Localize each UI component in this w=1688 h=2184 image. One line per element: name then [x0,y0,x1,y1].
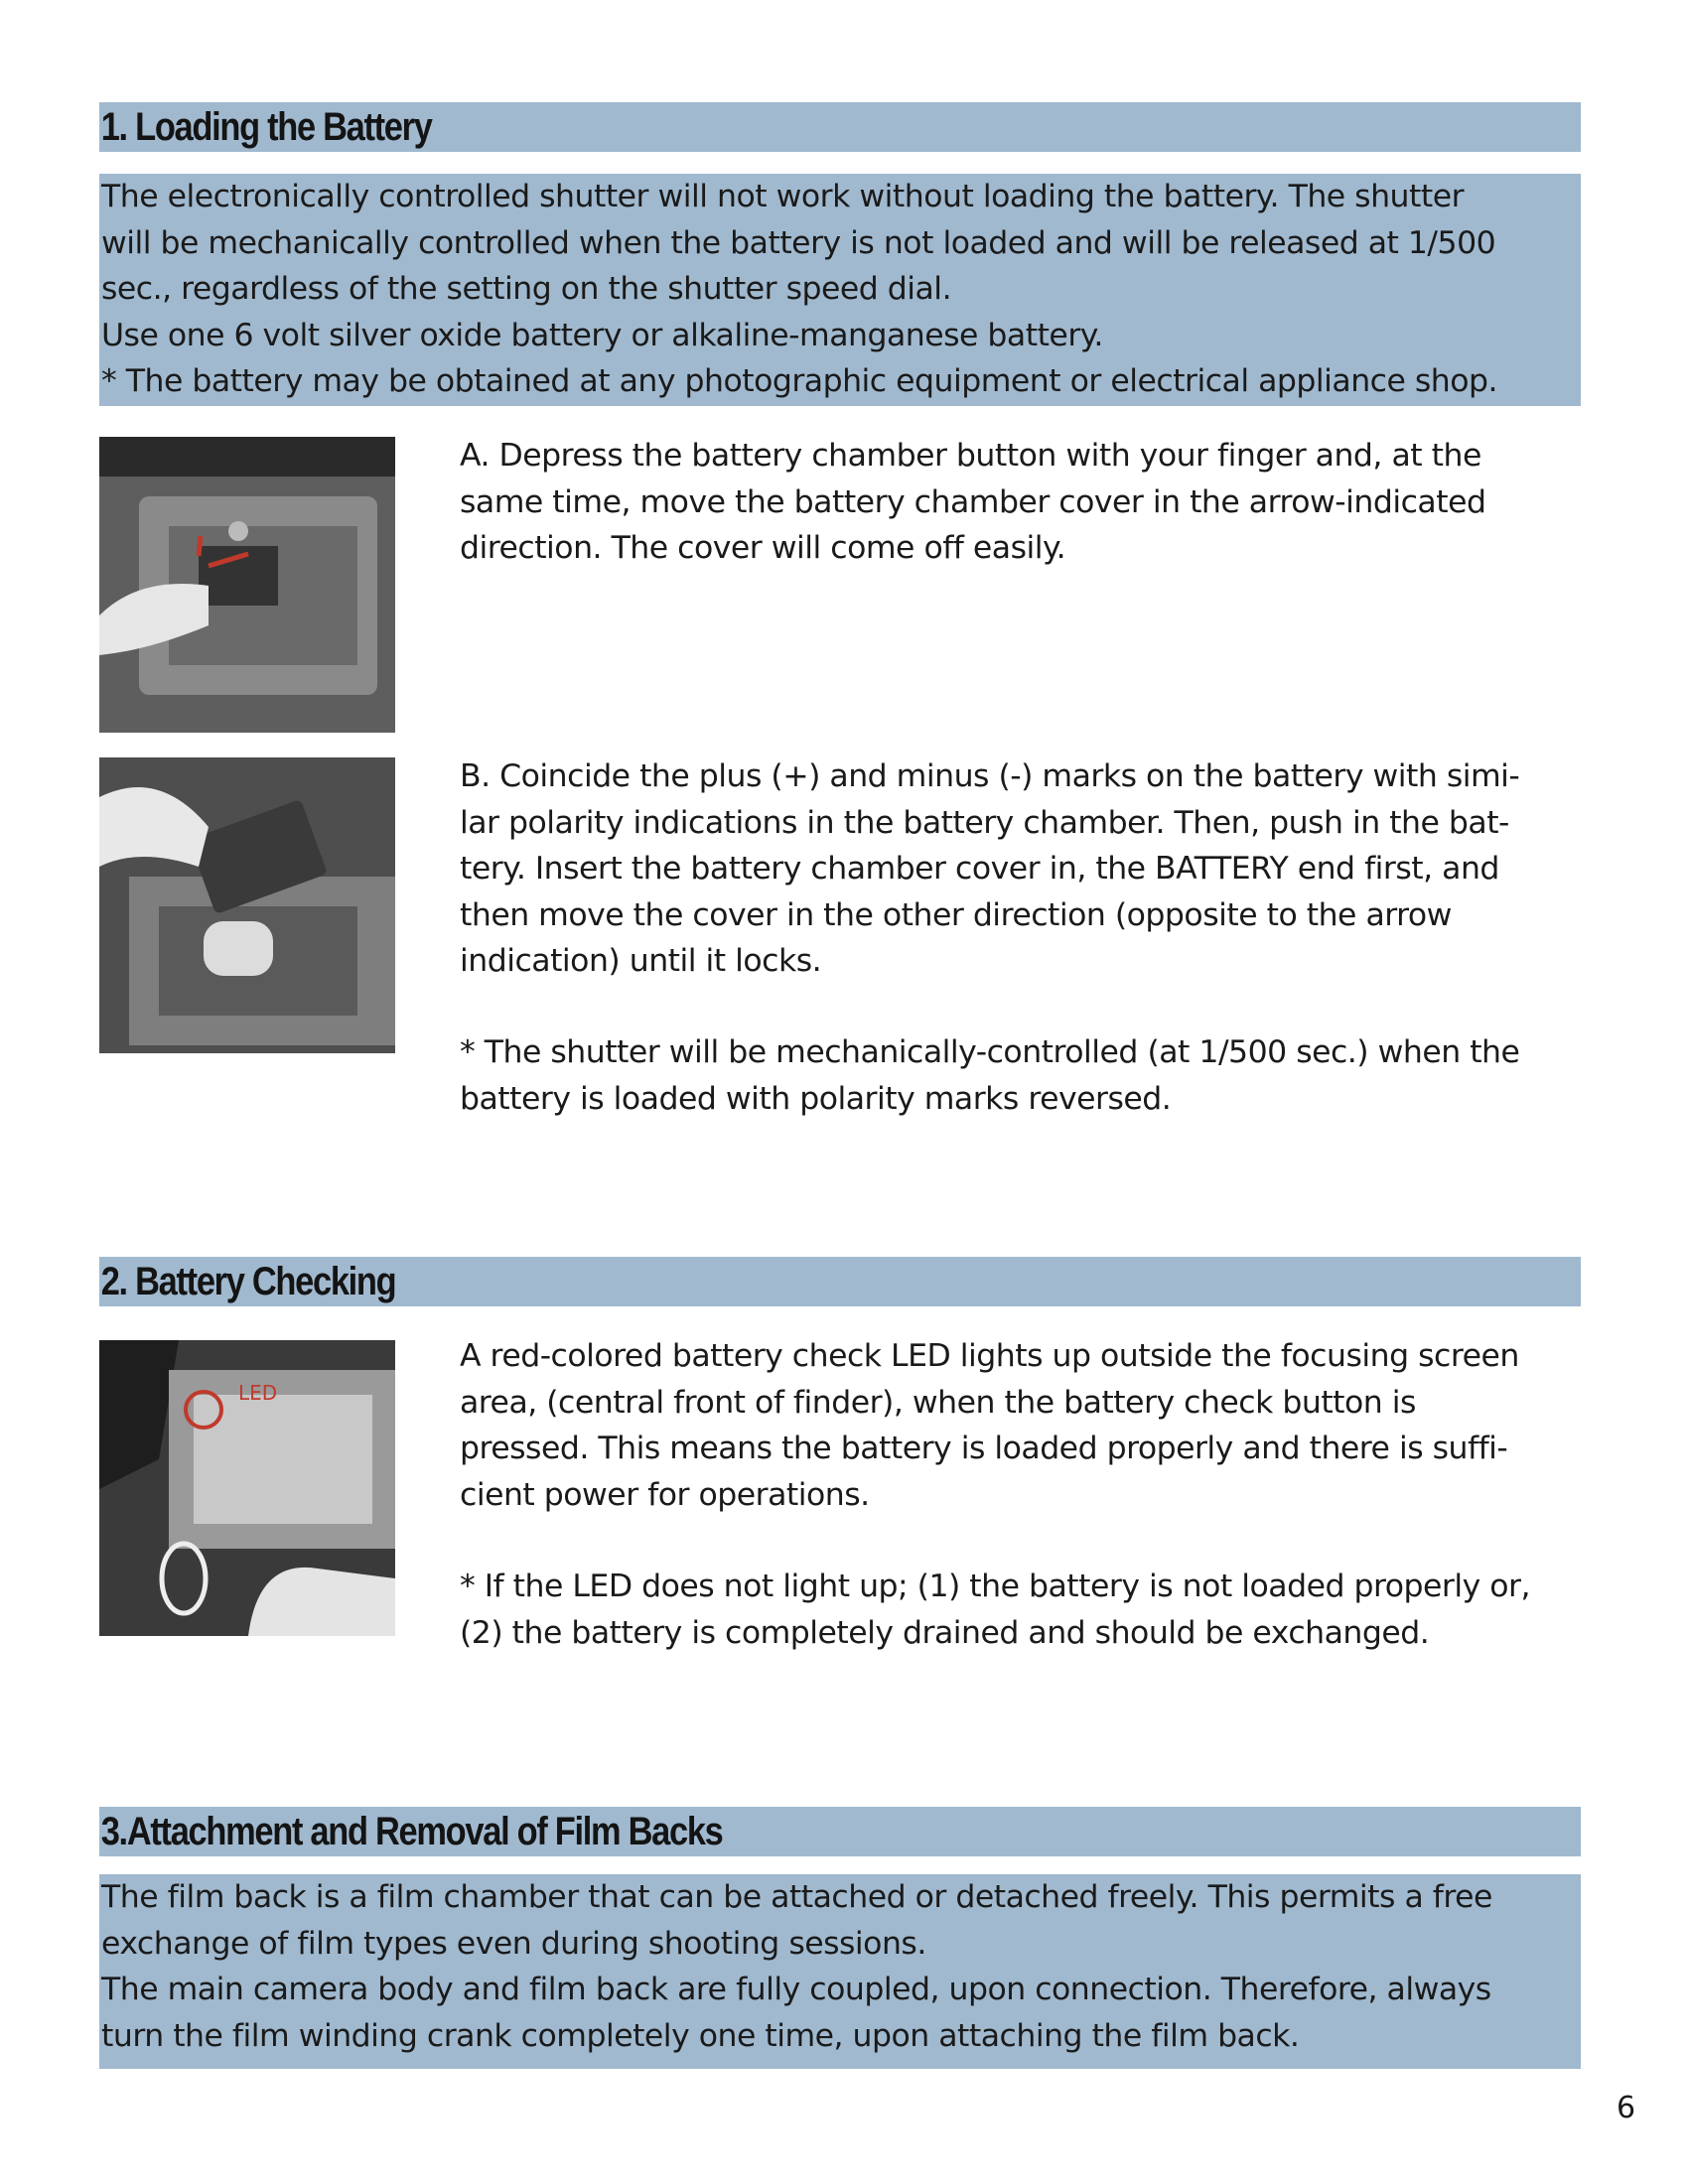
step-a-line: same time, move the battery chamber cover in the arrow-indicated [460,483,1486,520]
body-line: A red-colored battery check LED lights up outside the focusing screen [460,1338,1519,1374]
step-b-line: indication) until it locks. [460,943,822,979]
intro-line: turn the film winding crank completely one time, upon attaching the film back. [101,2017,1300,2054]
intro-line: The film back is a film chamber that can be attached or detached freely. This permits a free [101,1879,1492,1915]
note-line: * If the LED does not light up; (1) the battery is not loaded properly or, [460,1569,1530,1604]
section-3-intro [99,1874,1581,2069]
step-a-text [460,433,1592,572]
body-line: pressed. This means the battery is loaded properly and there is suffi- [460,1431,1508,1466]
step-b-line: then move the cover in the other direction (opposite to the arrow [460,896,1452,933]
note-line: (2) the battery is completely drained and should be exchanged. [460,1614,1430,1651]
page-number: 6 [1617,2091,1636,2125]
section-1-title: 1. Loading the Battery [100,105,432,149]
battery-cover-photo [99,437,395,733]
intro-line: * The battery may be obtained at any photographic equipment or electrical appliance shop. [101,363,1498,399]
note-line: * The shutter will be mechanically-controlled (at 1/500 sec.) when the [460,1034,1520,1070]
section-3-header [99,1807,1581,1856]
body-line: cient power for operations. [460,1476,870,1513]
body-line: area, (central front of finder), when the battery check button is [460,1384,1416,1421]
intro-line: sec., regardless of the setting on the shutter speed dial. [101,271,952,307]
step-a-line: A. Depress the battery chamber button with your finger and, at the [460,438,1481,474]
intro-line: will be mechanically controlled when the battery is not loaded and will be released at 1/500 [101,224,1496,261]
led-label: LED [238,1381,278,1405]
section-2-title: 2. Battery Checking [100,1260,396,1303]
battery-check-note [460,1564,1592,1656]
battery-insert-photo [99,757,395,1053]
step-b-line: tery. Insert the battery chamber cover in, the BATTERY end first, and [460,851,1499,887]
step-b-line: B. Coincide the plus (+) and minus (-) marks on the battery with simi- [460,758,1520,794]
intro-line: exchange of film types even during shooting sessions. [101,1925,926,1962]
section-1-header [99,102,1581,152]
intro-line: The electronically controlled shutter will not work without loading the battery. The shutter [101,179,1465,214]
intro-line: The main camera body and film back are fully coupled, upon connection. Therefore, always [101,1972,1491,2007]
section-1-intro [99,174,1581,406]
battery-check-photo [99,1340,395,1636]
intro-line: Use one 6 volt silver oxide battery or alkaline-manganese battery. [101,317,1103,353]
battery-check-text [460,1333,1592,1518]
step-b-text [460,753,1592,985]
step-a-line: direction. The cover will come off easily. [460,530,1066,566]
step-b-note [460,1029,1592,1122]
section-3-title: 3.Attachment and Removal of Film Backs [100,1810,723,1853]
section-2-header [99,1257,1581,1306]
note-line: battery is loaded with polarity marks reversed. [460,1080,1172,1117]
step-b-line: lar polarity indications in the battery chamber. Then, push in the bat- [460,804,1509,841]
